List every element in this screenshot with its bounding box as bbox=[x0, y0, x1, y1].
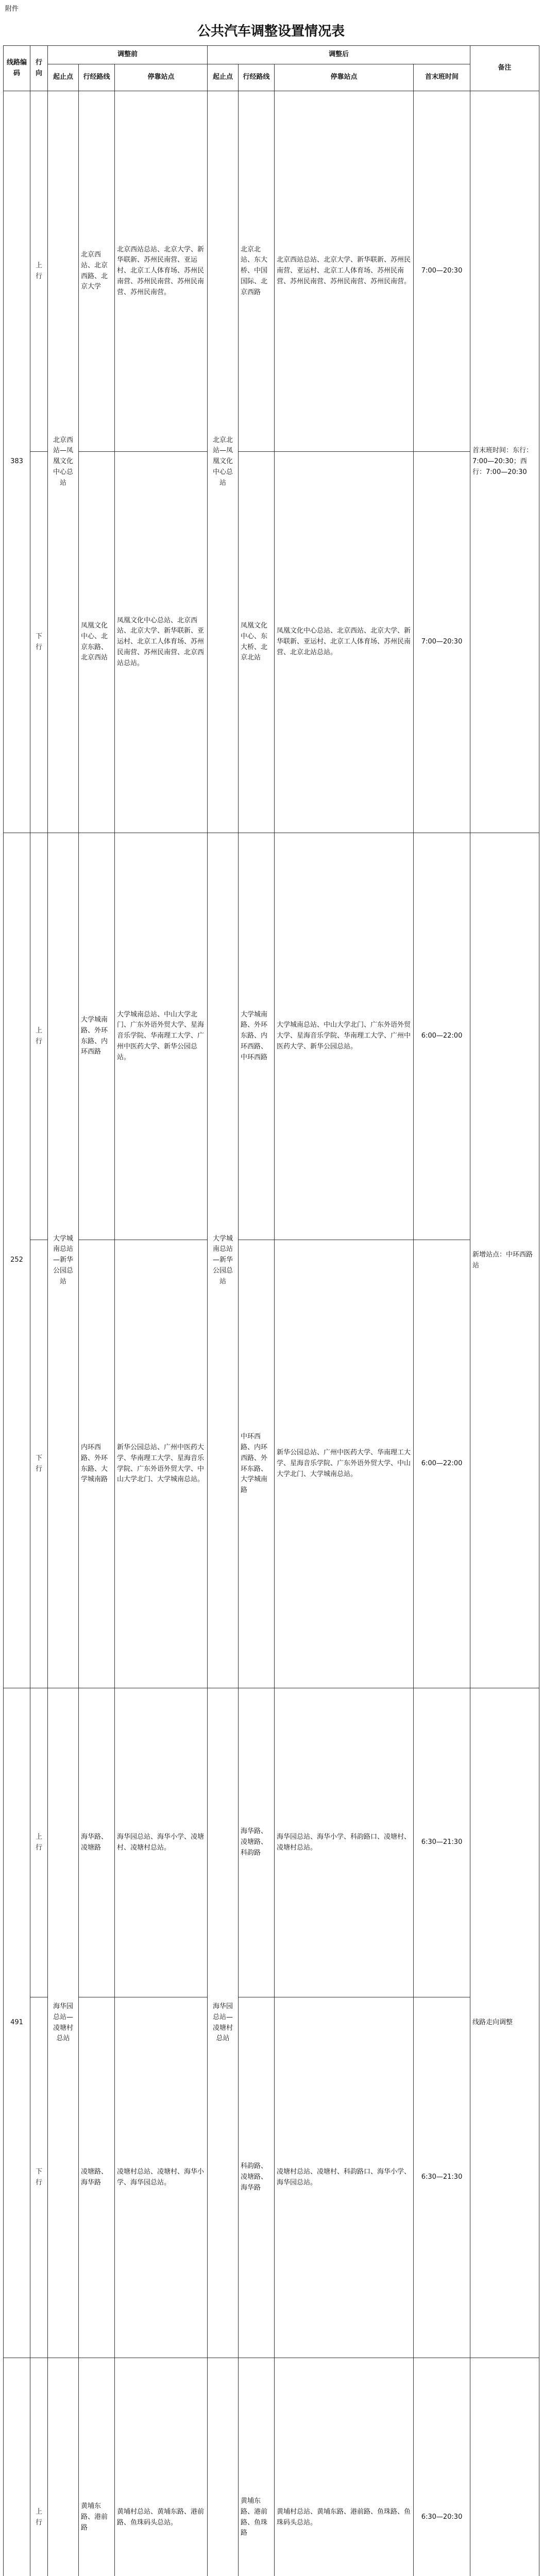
before-stops: 海华园总站、海华小学、凌塘村、凌塘村总站。 bbox=[115, 1688, 208, 1997]
after-stops: 新华公园总站、广州中医药大学、华南理工大学、星海音乐学院、广东外语外贸大学、中山大学北门、大学城南总站。 bbox=[275, 1240, 414, 1688]
before-stops: 新华公园总站、广州中医药大学、华南理工大学、星海音乐学院、广东外语外贸大学、中山大学北门、大学城南总站。 bbox=[115, 1240, 208, 1688]
after-time: 6:30—21:30 bbox=[414, 1997, 470, 2358]
bus-adjust-table bbox=[3, 45, 539, 2576]
remark-cell bbox=[470, 2358, 539, 2576]
before-route: 内环西路、外环东路、大学城南路 bbox=[79, 1240, 115, 1688]
direction-cell: 上行 bbox=[30, 91, 48, 452]
table-row bbox=[4, 91, 539, 452]
before-route: 海华路、凌塘路 bbox=[79, 1688, 115, 1997]
before-route: 黄埔东路、港前路 bbox=[79, 2358, 115, 2576]
line-number: 252 bbox=[4, 833, 30, 1688]
before-route: 凤凰文化中心、北京东路、北京西站 bbox=[79, 452, 115, 833]
header-before-route: 行经路线 bbox=[79, 64, 115, 91]
before-stops: 凤凰文化中心总站、北京西站、北京大学、新华联新、亚运村、北京工人体育场、苏州民南营、苏州民南营、北京西站总站。 bbox=[115, 452, 208, 833]
after-terminal: 海华园总站—凌塘村总站 bbox=[208, 1688, 239, 2358]
table-row bbox=[4, 833, 539, 1240]
header-line-no: 线路编码 bbox=[4, 46, 30, 91]
before-route: 北京西站、北京西路、北京大学 bbox=[79, 91, 115, 452]
header-before-start-end: 起止点 bbox=[48, 64, 79, 91]
after-terminal bbox=[208, 2358, 239, 2576]
table-row bbox=[4, 1240, 539, 1688]
before-route: 凌塘路、海华路 bbox=[79, 1997, 115, 2358]
after-route: 科韵路、凌塘路、海华路 bbox=[239, 1997, 275, 2358]
before-terminal bbox=[48, 2358, 79, 2576]
before-stops: 黄埔村总站、黄埔东路、港前路、鱼珠码头总站。 bbox=[115, 2358, 208, 2576]
header-after-stops: 停靠站点 bbox=[275, 64, 414, 91]
after-time: 6:00—22:00 bbox=[414, 833, 470, 1240]
table-row bbox=[4, 1688, 539, 1997]
header-after-route: 行经路线 bbox=[239, 64, 275, 91]
after-route: 海华路、凌塘路、科韵路 bbox=[239, 1688, 275, 1997]
table-row bbox=[4, 452, 539, 833]
remark-cell: 线路走向调整 bbox=[470, 1688, 539, 2358]
table-row bbox=[4, 2358, 539, 2576]
remark-cell: 新增站点：中环西路站 bbox=[470, 833, 539, 1688]
before-route: 大学城南路、外环东路、内环西路 bbox=[79, 833, 115, 1240]
after-stops: 凌塘村总站、凌塘村、科韵路口、海华小学、海华园总站。 bbox=[275, 1997, 414, 2358]
direction-cell: 上行 bbox=[30, 1688, 48, 1997]
direction-cell: 下行 bbox=[30, 1997, 48, 2358]
direction-cell: 下行 bbox=[30, 452, 48, 833]
before-terminal: 大学城南总站—新华公园总站 bbox=[48, 833, 79, 1688]
line-number: 491 bbox=[4, 1688, 30, 2358]
line-number bbox=[4, 2358, 30, 2576]
after-terminal: 北京北站—凤凰文化中心总站 bbox=[208, 91, 239, 833]
header-before: 调整前 bbox=[48, 46, 208, 64]
after-route: 北京北站、东大桥、中国国际、北京西路 bbox=[239, 91, 275, 452]
after-time: 6:00—22:00 bbox=[414, 1240, 470, 1688]
header-after-time: 首末班时间 bbox=[414, 64, 470, 91]
direction-cell: 上行 bbox=[30, 833, 48, 1240]
after-time: 6:30—21:30 bbox=[414, 1688, 470, 1997]
after-stops: 北京西站总站、北京大学、新华联新、苏州民南营、亚运村、北京工人体育场、苏州民南营、苏州民南营、苏州民南营、苏州民南营。 bbox=[275, 91, 414, 452]
before-stops: 凌塘村总站、凌塘村、海华小学、海华园总站。 bbox=[115, 1997, 208, 2358]
after-route: 大学城南路、外环东路、内环西路、中环西路 bbox=[239, 833, 275, 1240]
direction-cell: 上行 bbox=[30, 2358, 48, 2576]
after-time: 6:30—20:30 bbox=[414, 2358, 470, 2576]
page-title: 公共汽车调整设置情况表 bbox=[197, 24, 345, 39]
after-stops: 凤凰文化中心总站、北京西站、北京大学、新华联新、亚运村、北京工人体育场、苏州民南营、北京北站总站。 bbox=[275, 452, 414, 833]
header-before-stops: 停靠站点 bbox=[115, 64, 208, 91]
after-stops: 大学城南总站、中山大学北门、广东外语外贸大学、星海音乐学院、华南理工大学、广州中医药大学、新华公园总站。 bbox=[275, 833, 414, 1240]
header-after: 调整后 bbox=[208, 46, 470, 64]
after-route: 黄埔东路、港前路、鱼珠路 bbox=[239, 2358, 275, 2576]
header-remark: 备注 bbox=[470, 46, 539, 91]
before-stops: 北京西站总站、北京大学、新华联新、苏州民南营、亚运村、北京工人体育场、苏州民南营、苏州民南营、苏州民南营、苏州民南营。 bbox=[115, 91, 208, 452]
before-terminal: 北京西站—凤凰文化中心总站 bbox=[48, 91, 79, 833]
header-direction: 行向 bbox=[30, 46, 48, 91]
after-route: 中环西路、内环西路、外环东路、大学城南路 bbox=[239, 1240, 275, 1688]
direction-cell: 下行 bbox=[30, 1240, 48, 1688]
after-route: 凤凰文化中心、东大桥、北京北站 bbox=[239, 452, 275, 833]
header-after-start-end: 起止点 bbox=[208, 64, 239, 91]
after-stops: 海华园总站、海华小学、科韵路口、凌塘村、凌塘村总站。 bbox=[275, 1688, 414, 1997]
after-time: 7:00—20:30 bbox=[414, 452, 470, 833]
remark-cell: 首末班时间：东行：7:00—20:30；西行：7:00—20:30 bbox=[470, 91, 539, 833]
after-stops: 黄埔村总站、黄埔东路、港前路、鱼珠路、鱼珠码头总站。 bbox=[275, 2358, 414, 2576]
attachment-label: 附件 bbox=[5, 5, 19, 13]
after-terminal: 大学城南总站—新华公园总站 bbox=[208, 833, 239, 1688]
after-time: 7:00—20:30 bbox=[414, 91, 470, 452]
before-terminal: 海华园总站—凌塘村总站 bbox=[48, 1688, 79, 2358]
line-number: 383 bbox=[4, 91, 30, 833]
before-stops: 大学城南总站、中山大学北门、广东外语外贸大学、星海音乐学院、华南理工大学、广州中医药大学、新华公园总站。 bbox=[115, 833, 208, 1240]
table-row bbox=[4, 1997, 539, 2358]
